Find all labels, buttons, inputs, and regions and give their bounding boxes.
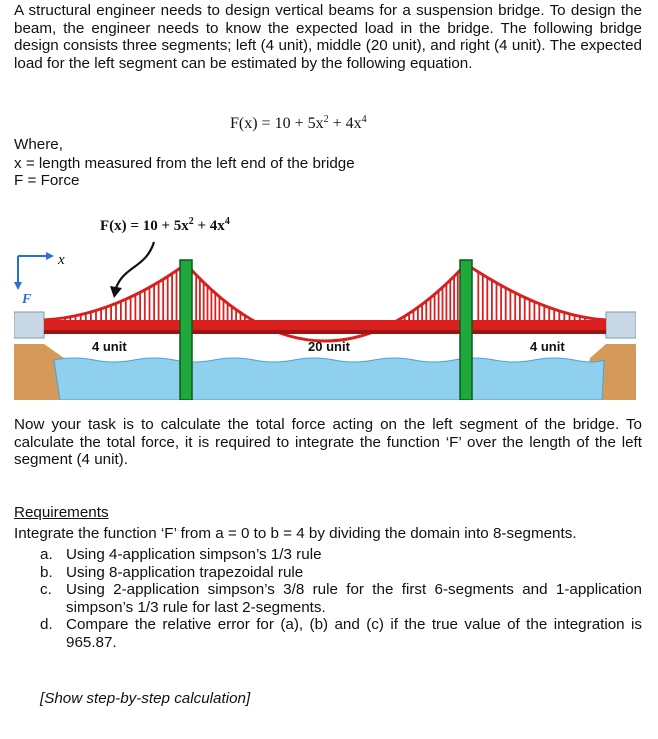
right-tower <box>460 260 472 400</box>
list-item: c. Using 2-application simpson’s 3/8 rule for the first 6-segments and 1-application simpson’s 1/3 rule for last 2-segments. <box>40 581 642 616</box>
right-abutment <box>606 312 636 338</box>
x-definition: x = length measured from the left end of the bridge <box>14 154 355 172</box>
right-segment-label: 4 unit <box>530 339 565 354</box>
middle-segment-label: 20 unit <box>308 339 350 354</box>
requirements-lead: Integrate the function ‘F’ from a = 0 to b = 4 by dividing the domain into 8-segments. <box>14 525 577 542</box>
requirements-title <box>14 504 642 522</box>
equation-lhs: F(x) = 10 + 5x <box>230 115 324 132</box>
suspension-hangers <box>65 271 585 320</box>
bridge-figure <box>14 208 636 400</box>
where-block <box>14 136 642 190</box>
requirements-list <box>40 546 642 651</box>
bridge-deck <box>44 320 606 330</box>
equation-mid: + 4x <box>328 115 362 132</box>
left-tower <box>180 260 192 400</box>
left-segment-label: 4 unit <box>92 339 127 354</box>
where-title: Where, <box>14 136 63 153</box>
intro-paragraph: A structural engineer needs to design vertical beams for a suspension bridge. To design the beam, the engineer needs to know the expected load in the bridge. The following bridge design consists three segments; left (4 unit), middle (20 unit), and right (4 unit). The expected load for the left segment can be estimated by the following equation. <box>14 2 642 72</box>
figure-equation: $F(x) = 10 + 5x^2 + 4x^4$ <box>100 216 230 234</box>
left-abutment <box>14 312 44 338</box>
axis-f-label: F <box>22 292 32 307</box>
step-by-step-note: [Show step-by-step calculation] <box>40 690 251 707</box>
equation-exp2: 4 <box>361 114 367 125</box>
f-definition: F = Force <box>14 172 80 189</box>
equation-exp1: 2 <box>323 114 329 125</box>
axis-indicator <box>14 252 65 307</box>
list-item: a. Using 4-application simpson’s 1/3 rule <box>40 546 322 563</box>
task-paragraph: Now your task is to calculate the total force acting on the left segment of the bridge. To calculate the total force, it is required to integrate the function ‘F’ over the length of the left segment (4 unit). <box>14 416 642 468</box>
axis-x-label: x <box>58 252 65 268</box>
water <box>54 358 604 400</box>
pointer-arrow <box>116 242 154 288</box>
list-item: b. Using 8-application trapezoidal rule <box>40 563 304 581</box>
requirements-heading: Requirements <box>14 504 109 521</box>
list-item: d. Compare the relative error for (a), (b) and (c) if the true value of the integration is 965.87. <box>40 616 642 651</box>
load-equation <box>230 115 367 133</box>
